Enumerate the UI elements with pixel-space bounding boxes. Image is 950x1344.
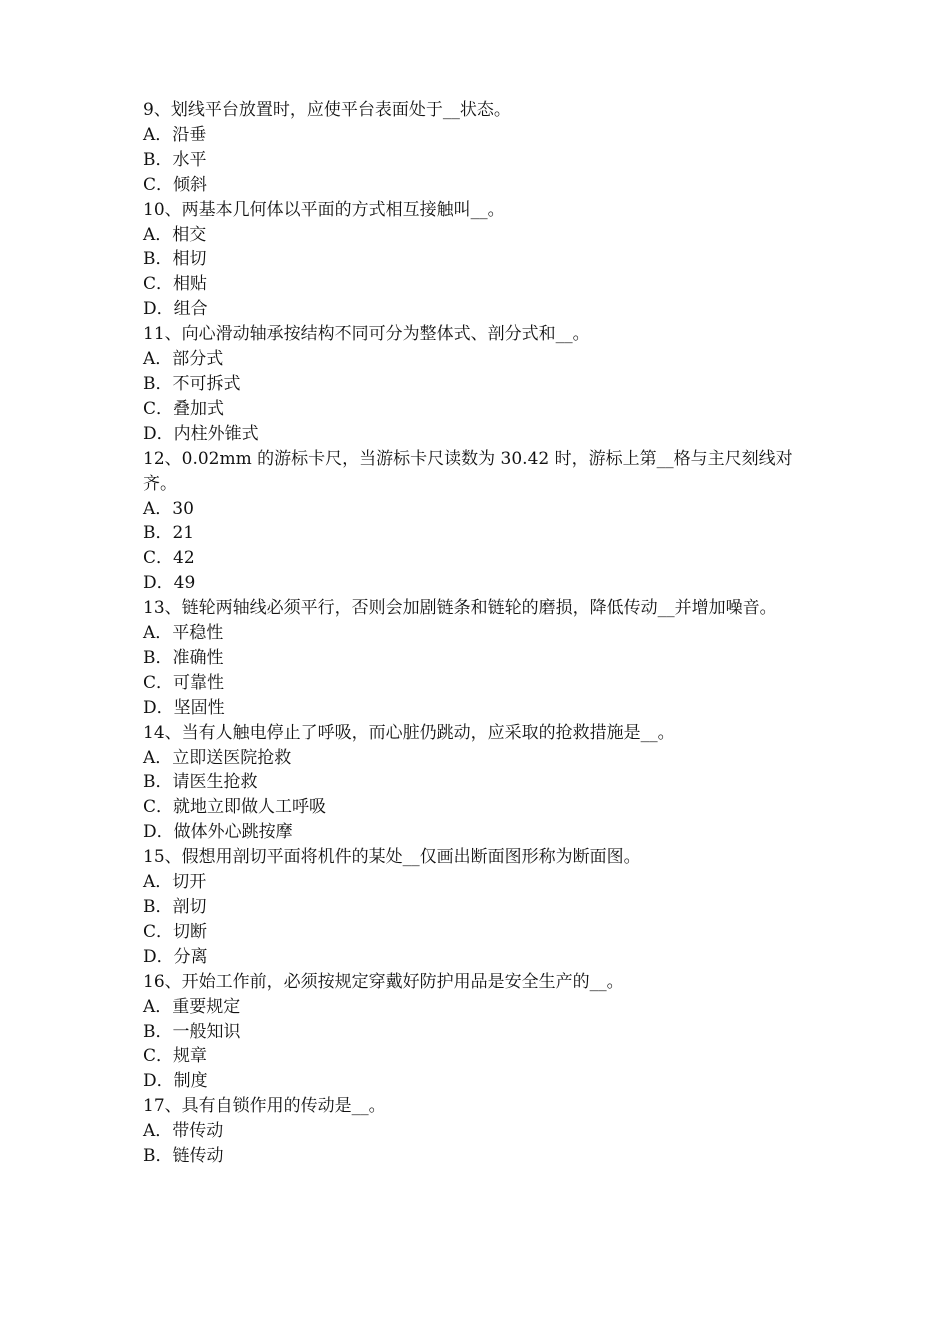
question-stem: 14、当有人触电停止了呼吸，而心脏仍跳动，应采取的抢救措施是__。 [143, 722, 675, 743]
question-stem: 17、具有自锁作用的传动是__。 [143, 1096, 386, 1117]
option-b: B．21 [143, 523, 195, 544]
option-b: B．水平 [143, 149, 207, 170]
option-c: C．相贴 [143, 274, 208, 295]
option-c: C．倾斜 [143, 174, 208, 195]
option-d: D．分离 [143, 946, 208, 967]
option-d: D．坚固性 [143, 697, 225, 718]
option-d: D．制度 [143, 1071, 208, 1092]
question-9 [143, 98, 811, 198]
option-b: B．一般知识 [143, 1021, 241, 1042]
option-a: A．重要规定 [143, 996, 241, 1017]
option-a: A．沿垂 [143, 124, 207, 145]
question-16 [143, 970, 811, 1095]
question-10 [143, 198, 811, 323]
option-a: A．切开 [143, 872, 207, 893]
question-stem: 12、0.02mm 的游标卡尺，当游标卡尺读数为 30.42 时，游标上第__格与主尺刻线对齐。 [143, 448, 793, 494]
option-b: B．不可拆式 [143, 373, 241, 394]
option-a: A．平稳性 [143, 623, 224, 644]
option-b: B．请医生抢救 [143, 772, 258, 793]
option-a: A．相交 [143, 224, 207, 245]
question-15 [143, 845, 811, 970]
question-13 [143, 596, 811, 721]
question-list [143, 98, 811, 1169]
option-a: A．带传动 [143, 1121, 224, 1142]
question-14 [143, 721, 811, 846]
question-stem: 15、假想用剖切平面将机件的某处__仅画出断面图形称为断面图。 [143, 847, 641, 868]
question-stem: 10、两基本几何体以平面的方式相互接触叫__。 [143, 199, 505, 220]
option-b: B．剖切 [143, 897, 207, 917]
option-d: D．做体外心跳按摩 [143, 822, 293, 843]
option-d: D．组合 [143, 299, 208, 320]
question-stem: 13、链轮两轴线必须平行，否则会加剧链条和链轮的磨损，降低传动__并增加噪音。 [143, 598, 777, 619]
question-17 [143, 1094, 811, 1169]
option-b: B．准确性 [143, 647, 224, 668]
option-a: A．30 [143, 498, 194, 519]
option-c: C．可靠性 [143, 672, 225, 693]
option-b: B．链传动 [143, 1146, 224, 1167]
option-c: C．叠加式 [143, 398, 225, 419]
question-stem: 9、划线平台放置时，应使平台表面处于__状态。 [143, 100, 511, 120]
question-11 [143, 322, 811, 447]
option-b: B．相切 [143, 249, 207, 270]
option-c: C．规章 [143, 1046, 208, 1067]
question-stem: 16、开始工作前，必须按规定穿戴好防护用品是安全生产的__。 [143, 971, 624, 992]
option-c: C．就地立即做人工呼吸 [143, 797, 327, 818]
option-a: A．部分式 [143, 349, 224, 370]
question-12 [143, 447, 811, 596]
option-c: C．42 [143, 548, 195, 569]
option-d: D．49 [143, 573, 196, 594]
option-a: A．立即送医院抢救 [143, 747, 292, 768]
question-stem: 11、向心滑动轴承按结构不同可分为整体式、剖分式和__。 [143, 324, 590, 345]
option-c: C．切断 [143, 921, 208, 942]
option-d: D．内柱外锥式 [143, 423, 259, 444]
